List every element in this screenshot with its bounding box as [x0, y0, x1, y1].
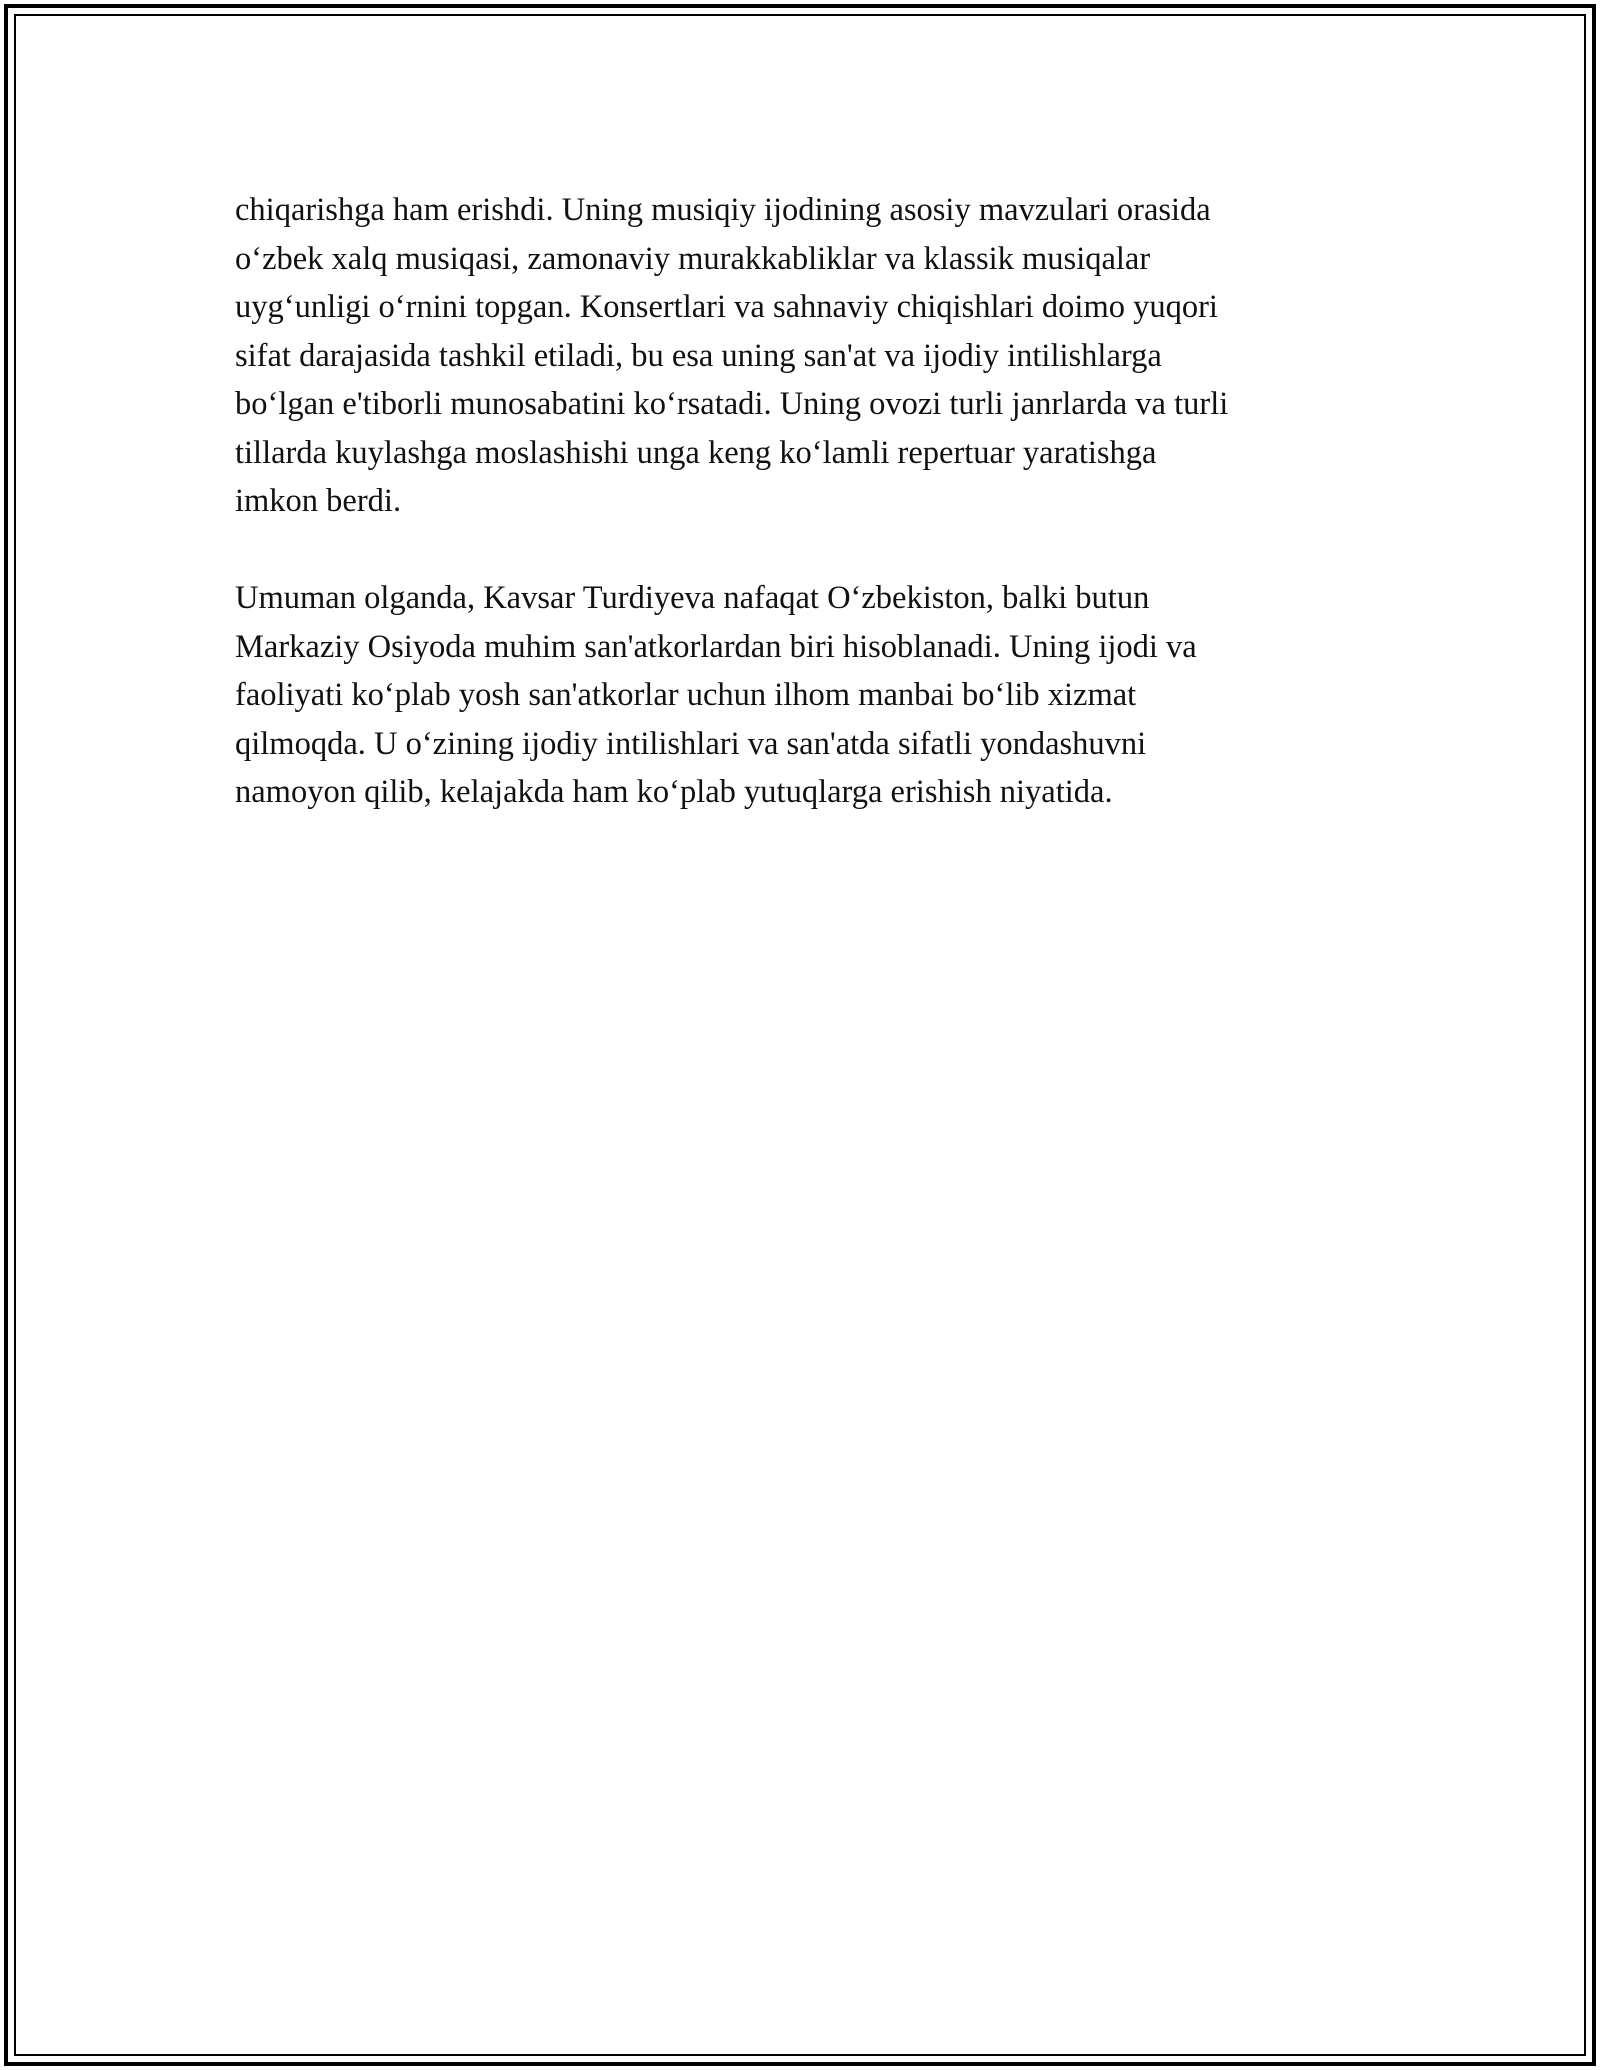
text-line: uyg‘unligi o‘rnini topgan. Konsertlari va sahnaviy chiqishlari doimo yuqori: [235, 289, 1218, 325]
text-line: Umuman olganda, Kavsar Turdiyeva nafaqat O‘zbekiston, balki butun: [235, 580, 1150, 616]
text-line: Markaziy Osiyoda muhim san'atkorlardan biri hisoblanadi. Uning ijodi va: [235, 628, 1197, 665]
text-line: imkon berdi.: [235, 483, 402, 519]
text-line: sifat darajasida tashkil etiladi, bu esa uning san'at va ijodiy intilishlarga: [235, 337, 1162, 374]
text-line: bo‘lgan e'tiborli munosabatini ko‘rsatadi. Uning ovozi turli janrlarda va turli: [235, 386, 1229, 422]
text-line: qilmoqda. U o‘zining ijodiy intilishlari va san'atda sifatli yondashuvni: [235, 725, 1147, 762]
text-line: o‘zbek xalq musiqasi, zamonaviy murakkabliklar va klassik musiqalar: [235, 240, 1151, 277]
text-line: namoyon qilib, kelajakda ham ko‘plab yutuqlarga erishish niyatida.: [235, 774, 1113, 810]
document-body: [235, 186, 1385, 865]
paragraph-1: [235, 186, 1385, 526]
text-line: chiqarishga ham erishdi. Uning musiqiy ijodining asosiy mavzulari orasida: [235, 192, 1211, 228]
text-line: faoliyati ko‘plab yosh san'atkorlar uchun ilhom manbai bo‘lib xizmat: [235, 677, 1137, 713]
paragraph-2: [235, 574, 1385, 817]
text-line: tillarda kuylashga moslashishi unga keng ko‘lamli repertuar yaratishga: [235, 434, 1157, 471]
